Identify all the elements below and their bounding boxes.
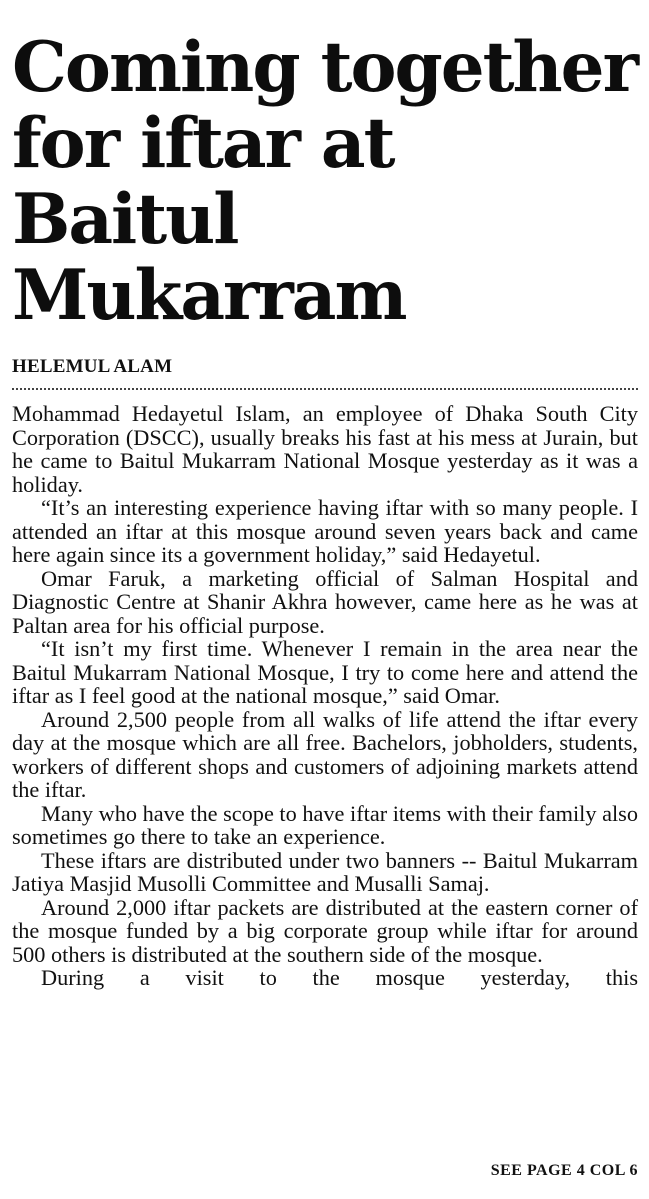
headline: Coming together for iftar at Baitul Mukarram [12,27,637,336]
paragraph: “It’s an interesting experience having iftar with so many people. I attended an iftar at this mosque around seven years back and came here again since its a government holiday,” said Hedayetul. [12,495,638,567]
paragraph: During a visit to the mosque yesterday, this [41,965,638,990]
article [12,27,638,990]
paragraph: Omar Faruk, a marketing official of Salman Hospital and Diagnostic Centre at Shanir Akhra however, came here as he was at Paltan area for his official purpose. [12,565,638,638]
paragraph: “It isn’t my first time. Whenever I remain in the area near the Baitul Mukarram National Mosque, I try to come here and attend the iftar as I feel good at the national mosque,” said Omar. [12,636,638,708]
paragraph: Around 2,000 iftar packets are distributed at the eastern corner of the mosque funded by a big corporate group while iftar for around 500 others is distributed at the southern side of the mosque. [12,894,638,967]
dotted-divider [12,388,638,390]
article-body [12,402,638,990]
paragraph: These iftars are distributed under two banners -- Baitul Mukarram Jatiya Masjid Musolli Committee and Musalli Samaj. [12,847,638,896]
paragraph: Around 2,500 people from all walks of life attend the iftar every day at the mosque which are all free. Bachelors, jobholders, students, workers of different shops and customers of adjoining markets attend the iftar. [12,706,638,802]
paragraph: Mohammad Hedayetul Islam, an employee of Dhaka South City Corporation (DSCC), usually breaks his fast at his mess at Jurain, but he came to Baitul Mukarram National Mosque yesterday as it was a holiday. [12,401,638,497]
continued-on-page-label: SEE PAGE 4 COL 6 [490,1162,638,1179]
byline: HELEMUL ALAM [12,356,173,377]
paragraph: Many who have the scope to have iftar items with their family also sometimes go there to take an experience. [12,800,638,849]
